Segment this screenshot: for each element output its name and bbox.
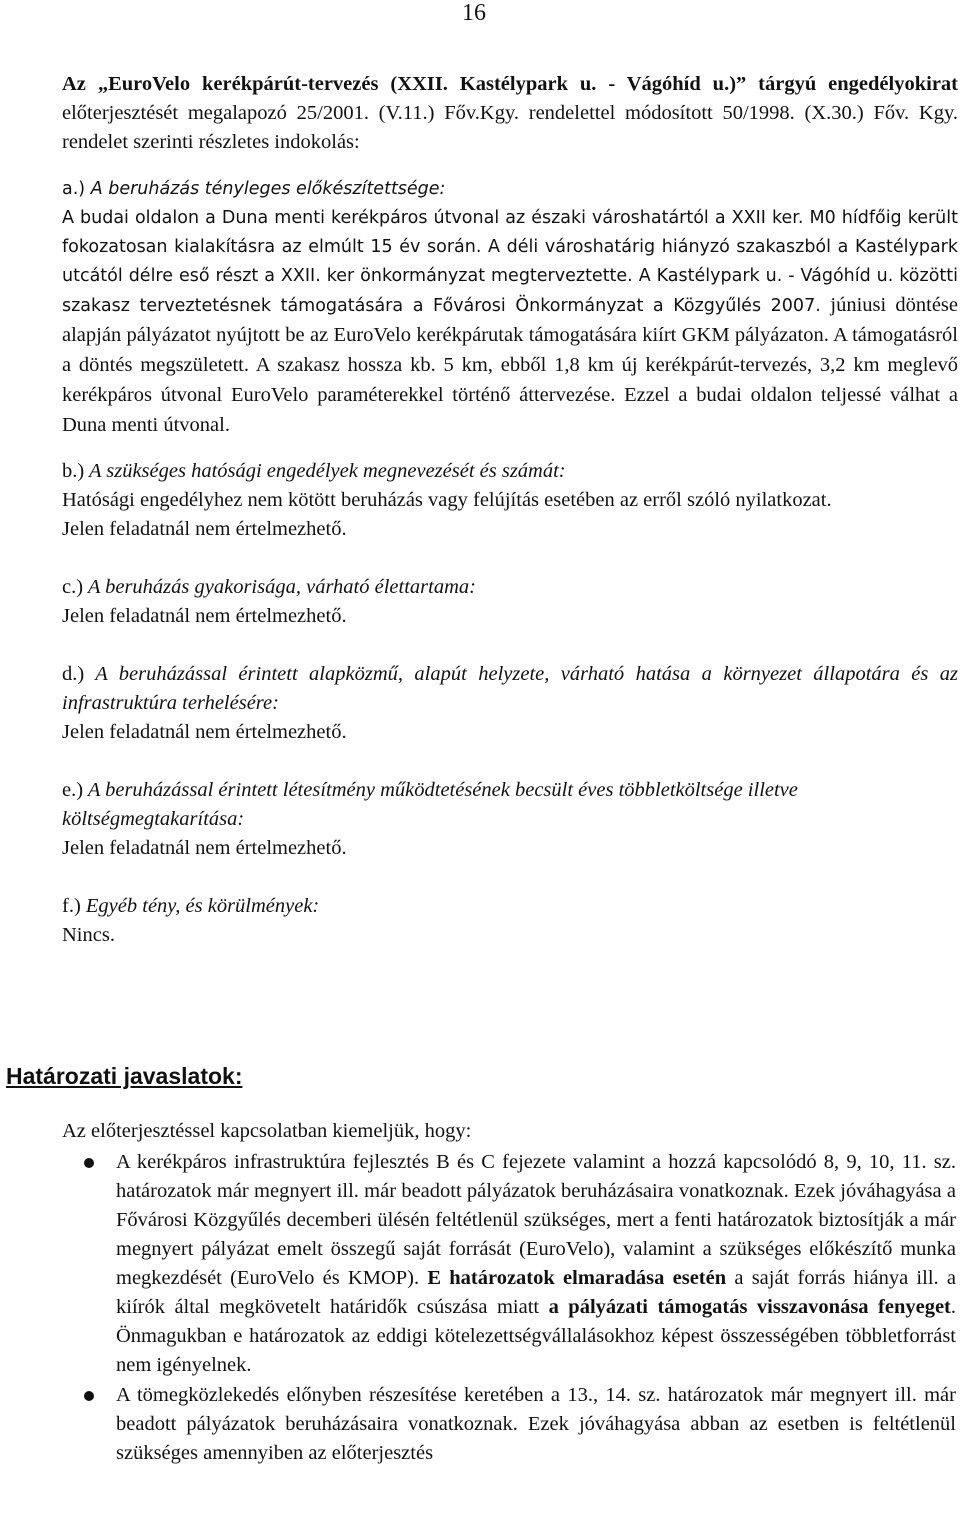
section-c-heading: c.) A beruházás gyakorisága, várható élettartama: xyxy=(62,576,476,598)
document-body xyxy=(62,70,958,979)
section-a xyxy=(62,175,958,441)
document-title xyxy=(62,70,958,157)
section-f-heading: f.) Egyéb tény, és körülmények: xyxy=(62,895,320,917)
section-b xyxy=(62,457,958,544)
title-plain: előterjesztését megalapozó 25/2001. (V.11.) Főv.Kgy. rendelettel módosított 50/1998. (X.30.) Főv. Kgy. rendelet szerinti részletes indokolás: xyxy=(62,102,958,153)
title-bold: Az „EuroVelo kerékpárút-tervezés (XXII. Kastélypark u. - Vágóhíd u.)” tárgyú engedélyokirat xyxy=(62,73,958,95)
decisions-list xyxy=(6,1148,956,1468)
section-d-heading: d.) A beruházással érintett alapközmű, alapút helyzete, várható hatása a környezet állapotára és az infrastruktúra terhelésére: xyxy=(62,663,958,714)
section-f-text: Nincs. xyxy=(62,924,115,946)
decisions-section xyxy=(6,1061,956,1469)
decisions-intro: Az előterjesztéssel kapcsolatban kiemeljük, hogy: xyxy=(62,1120,472,1142)
section-f xyxy=(62,892,958,950)
section-c xyxy=(62,573,958,631)
section-e-heading: e.) A beruházással érintett létesítmény működtetésének becsült éves többletköltsége illetve költségmegtakarítása: xyxy=(62,779,798,830)
section-a-text: A budai oldalon a Duna menti kerékpáros útvonal az északi városhatártól a XXII ker. M0 hídfőig került fokozatosan kialakításra az elmúlt 15 év során. A déli városhatárig hiányzó szakaszból a Kastélypark utcától délre eső részt a XXII. ker önkormányzat megterveztette. A Kastélypark u. - Vágóhíd u. közötti szakasz terveztetésnek támogatására a Fővárosi Önkormányzat a Közgyűlés 2007. júniusi döntése alapján pályázatot nyújtott be az EuroVelo kerékpárutak támogatására kiírt GKM pályázaton. A támogatásról a döntés megszületett. A szakasz hossza kb. 5 km, ebből 1,8 km új kerékpárút-tervezés, 3,2 km meglevő kerékpáros útvonal EuroVelo paraméterekkel történő áttervezése. Ezzel a budai oldalon teljessé válhat a Duna menti útvonal. xyxy=(62,208,958,436)
section-a-heading: a.) A beruházás tényleges előkészítettsége: xyxy=(62,179,446,199)
page-number: 16 xyxy=(462,0,486,26)
bullet-icon xyxy=(84,1391,94,1401)
decisions-title: Határozati javaslatok: xyxy=(6,1063,243,1089)
section-d-text: Jelen feladatnál nem értelmezhető. xyxy=(62,721,347,743)
section-b-text: Hatósági engedélyhez nem kötött beruházás vagy felújítás esetében az erről szóló nyilatkozat. xyxy=(62,489,832,511)
bullet-icon xyxy=(84,1158,94,1168)
section-c-text: Jelen feladatnál nem értelmezhető. xyxy=(62,605,347,627)
section-e xyxy=(62,776,958,863)
list-item: A tömegközlekedés előnyben részesítése keretében a 13., 14. sz. határozatok már megnyert ill. már beadott pályázatok beruházásaira vonatkoznak. Ezek jóváhagyása abban az esetben is feltétlenül szükséges amennyiben az előterjesztés xyxy=(6,1381,956,1468)
section-b-heading: b.) A szükséges hatósági engedélyek megnevezését és számát: xyxy=(62,460,566,482)
list-item: A kerékpáros infrastruktúra fejlesztés B és C fejezete valamint a hozzá kapcsolódó 8, 9, 10, 11. sz. határozatok már megnyert ill. már beadott pályázatok beruházásaira vonatkoznak. Ezek jóváhagyása a Fővárosi Közgyűlés decemberi ülésén feltétlenül szükséges, mert a fenti határozatok biztosítják a már megnyert pályázat emelt összegű saját forrását (EuroVelo), valamint a szükséges előkészítő munka megkezdését (EuroVelo és KMOP). E határozatok elmaradása esetén a saját forrás hiánya ill. a kiírók által megkövetelt határidők csúszása miatt a pályázati támogatás visszavonása fenyeget. Önmagukban e határozatok az eddigi kötelezettségvállalásokhoz képest összességében többletforrást nem igényelnek. xyxy=(6,1148,956,1380)
section-e-text: Jelen feladatnál nem értelmezhető. xyxy=(62,837,347,859)
section-d xyxy=(62,660,958,747)
section-b-text2: Jelen feladatnál nem értelmezhető. xyxy=(62,518,347,540)
